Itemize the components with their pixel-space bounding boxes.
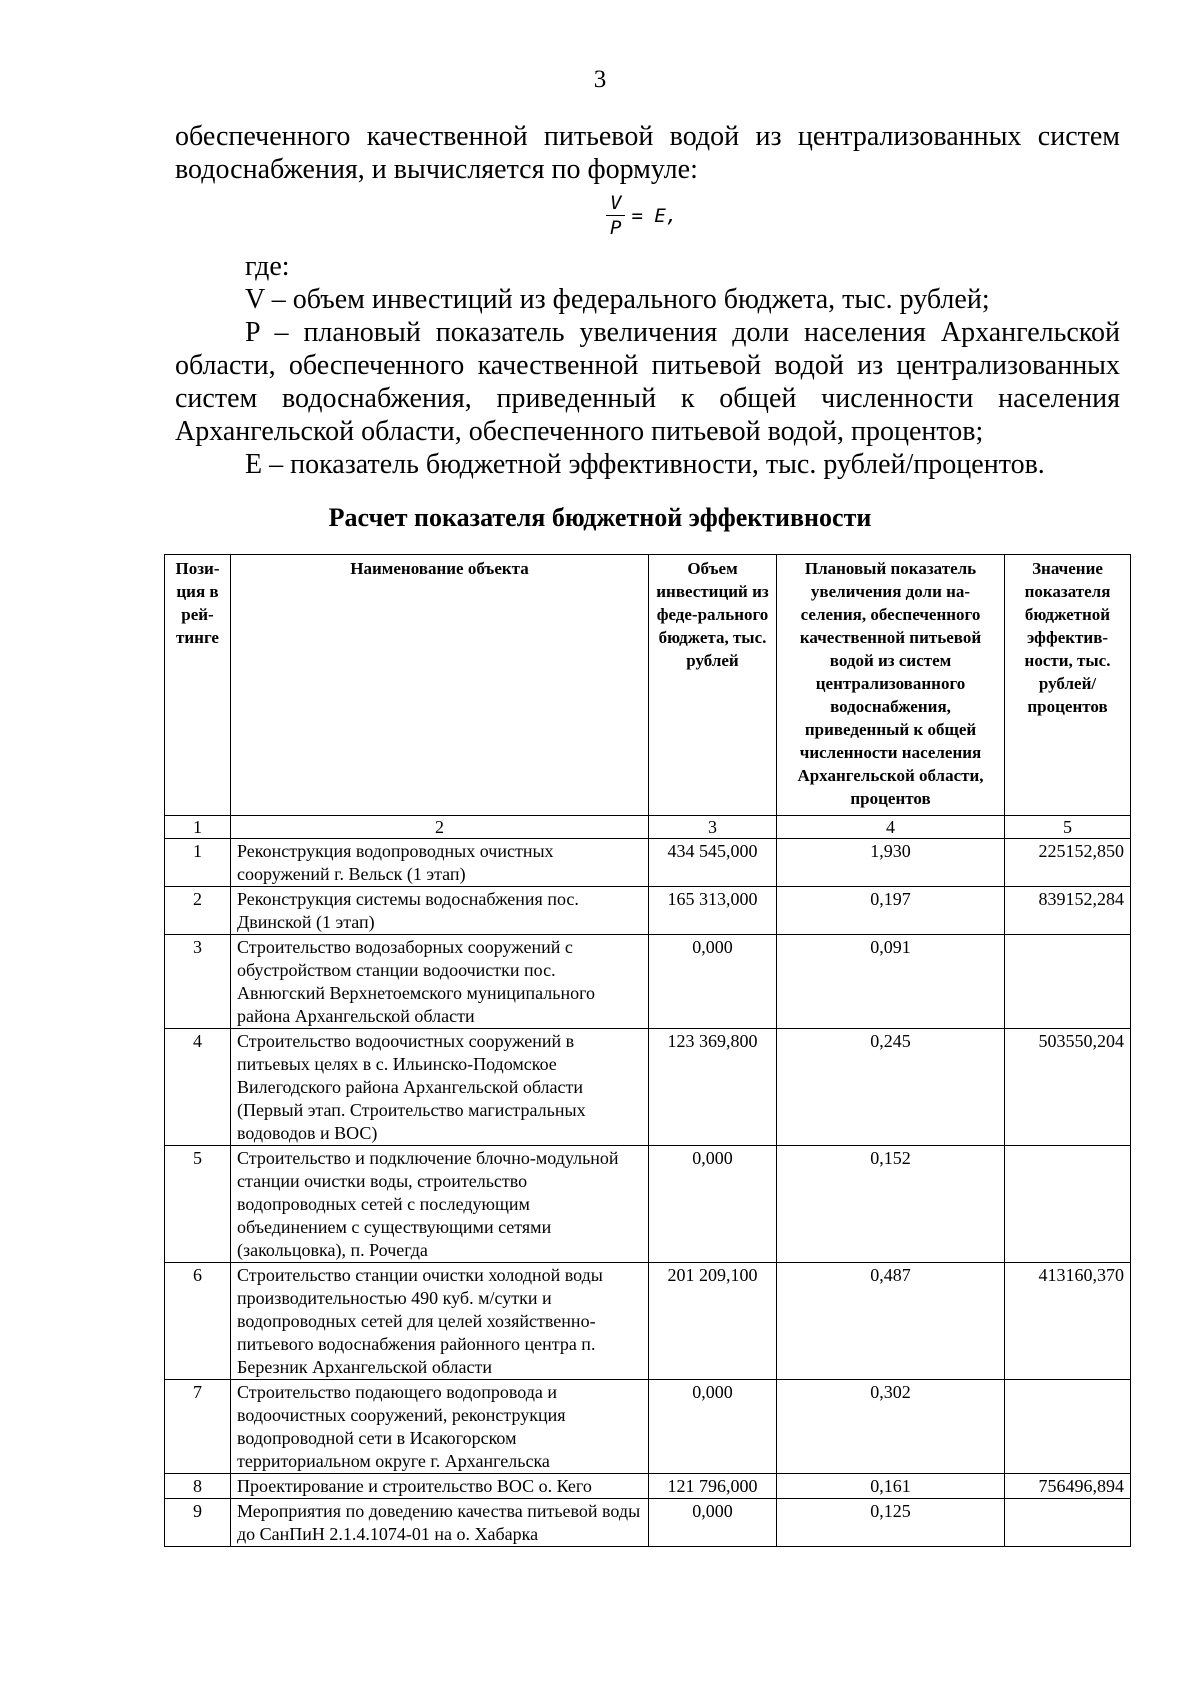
cell-investment: 123 369,800 xyxy=(649,1029,777,1146)
table-column-numbers xyxy=(165,816,1131,839)
cell-indicator: 1,930 xyxy=(777,839,1005,887)
formula-fraction xyxy=(606,192,625,239)
header-efficiency: Значение показателя бюджетной эффектив-ности, тыс. рублей/ процентов xyxy=(1005,555,1131,816)
cell-efficiency: 413160,370 xyxy=(1005,1263,1131,1380)
cell-efficiency xyxy=(1005,1499,1131,1547)
table-row xyxy=(165,839,1131,887)
table-title: Расчет показателя бюджетной эффективности xyxy=(328,503,872,532)
cell-object-name: Мероприятия по доведению качества питьевой воды до СанПиН 2.1.4.1074-01 на о. Хабарка xyxy=(231,1499,649,1547)
column-number: 5 xyxy=(1005,816,1131,839)
cell-efficiency xyxy=(1005,1380,1131,1474)
cell-position: 4 xyxy=(165,1029,231,1146)
cell-object-name: Строительство водоочистных сооружений в питьевых целях в с. Ильинско-Подомское Вилегодского района Архангельской области (Первый этап. Строительство магистральных водоводов и ВОС) xyxy=(231,1029,649,1146)
definition-e: E – показатель бюджетной эффективности, тыс. рублей/процентов. xyxy=(245,449,1045,480)
cell-position: 8 xyxy=(165,1474,231,1499)
definitions xyxy=(175,250,1120,481)
intro-line-1: обеспеченного качественной питьевой водой из централизованных систем xyxy=(175,121,1120,152)
cell-efficiency xyxy=(1005,935,1131,1029)
column-number: 4 xyxy=(777,816,1005,839)
definition-p: P – плановый показатель увеличения доли населения Архангельской области, обеспеченного качественной питьевой водой из централизованных систем водоснабжения, приведенный к общей численности населения Архангельской области, обеспеченного питьевой водой, процентов; xyxy=(175,317,1120,447)
cell-investment: 0,000 xyxy=(649,1146,777,1263)
cell-position: 9 xyxy=(165,1499,231,1547)
table-row xyxy=(165,935,1131,1029)
intro-line-2: водоснабжения, и вычисляется по формуле: xyxy=(175,154,698,185)
cell-efficiency: 503550,204 xyxy=(1005,1029,1131,1146)
cell-investment: 121 796,000 xyxy=(649,1474,777,1499)
cell-efficiency: 225152,850 xyxy=(1005,839,1131,887)
cell-indicator: 0,152 xyxy=(777,1146,1005,1263)
header-investment: Объем инвестиций из феде-рального бюджета, тыс. рублей xyxy=(649,555,777,816)
cell-position: 1 xyxy=(165,839,231,887)
cell-object-name: Строительство и подключение блочно-модульной станции очистки воды, строительство водопроводных сетей с последующим объединением с существующими сетями (закольцовка), п. Рочегда xyxy=(231,1146,649,1263)
cell-position: 6 xyxy=(165,1263,231,1380)
intro-paragraph xyxy=(175,120,1120,186)
cell-efficiency: 839152,284 xyxy=(1005,887,1131,935)
cell-position: 2 xyxy=(165,887,231,935)
cell-indicator: 0,161 xyxy=(777,1474,1005,1499)
definition-where: где: xyxy=(245,251,290,282)
cell-efficiency: 756496,894 xyxy=(1005,1474,1131,1499)
column-number: 1 xyxy=(165,816,231,839)
definition-v: V – объем инвестиций из федерального бюджета, тыс. рублей; xyxy=(245,284,990,315)
formula-result: = E, xyxy=(631,204,678,227)
header-position: Пози-ция в рей-тинге xyxy=(165,555,231,816)
table-row xyxy=(165,1146,1131,1263)
cell-object-name: Строительство подающего водопровода и водоочистных сооружений, реконструкция водопроводной сети в Исакогорском территориальном округе г. Архангельска xyxy=(231,1380,649,1474)
cell-position: 3 xyxy=(165,935,231,1029)
cell-indicator: 0,487 xyxy=(777,1263,1005,1380)
column-number: 3 xyxy=(649,816,777,839)
cell-investment: 0,000 xyxy=(649,1499,777,1547)
cell-object-name: Реконструкция системы водоснабжения пос. Двинской (1 этап) xyxy=(231,887,649,935)
table-row xyxy=(165,1499,1131,1547)
table-header-row xyxy=(165,555,1131,816)
header-indicator: Плановый показатель увеличения доли на-селения, обеспеченного качественной питьевой водой из систем централизованного водоснабжения, приведенный к общей численности населения Архангельской области, процентов xyxy=(777,555,1005,816)
cell-object-name: Строительство станции очистки холодной воды производительностью 490 куб. м/сутки и водопроводных сетей для целей хозяйственно-питьевого водоснабжения районного центра п. Березник Архангельской области xyxy=(231,1263,649,1380)
cell-indicator: 0,302 xyxy=(777,1380,1005,1474)
table-row xyxy=(165,1380,1131,1474)
cell-position: 5 xyxy=(165,1146,231,1263)
cell-indicator: 0,125 xyxy=(777,1499,1005,1547)
table-row xyxy=(165,887,1131,935)
efficiency-table xyxy=(164,554,1131,1547)
cell-investment: 0,000 xyxy=(649,935,777,1029)
column-number: 2 xyxy=(231,816,649,839)
formula-denominator: P xyxy=(610,217,622,239)
cell-indicator: 0,245 xyxy=(777,1029,1005,1146)
cell-investment: 201 209,100 xyxy=(649,1263,777,1380)
table-row xyxy=(165,1474,1131,1499)
page-number: 3 xyxy=(593,66,607,93)
cell-efficiency xyxy=(1005,1146,1131,1263)
cell-indicator: 0,197 xyxy=(777,887,1005,935)
cell-investment: 165 313,000 xyxy=(649,887,777,935)
table-row xyxy=(165,1263,1131,1380)
cell-position: 7 xyxy=(165,1380,231,1474)
cell-investment: 0,000 xyxy=(649,1380,777,1474)
cell-investment: 434 545,000 xyxy=(649,839,777,887)
cell-indicator: 0,091 xyxy=(777,935,1005,1029)
cell-object-name: Реконструкция водопроводных очистных сооружений г. Вельск (1 этап) xyxy=(231,839,649,887)
header-object-name: Наименование объекта xyxy=(231,555,649,816)
table-row xyxy=(165,1029,1131,1146)
cell-object-name: Проектирование и строительство ВОС о. Кего xyxy=(231,1474,649,1499)
cell-object-name: Строительство водозаборных сооружений с обустройством станции водоочистки пос. Авнюгский Верхнетоемского муниципального района Архангельской области xyxy=(231,935,649,1029)
formula xyxy=(606,192,677,239)
formula-numerator: V xyxy=(606,192,625,216)
